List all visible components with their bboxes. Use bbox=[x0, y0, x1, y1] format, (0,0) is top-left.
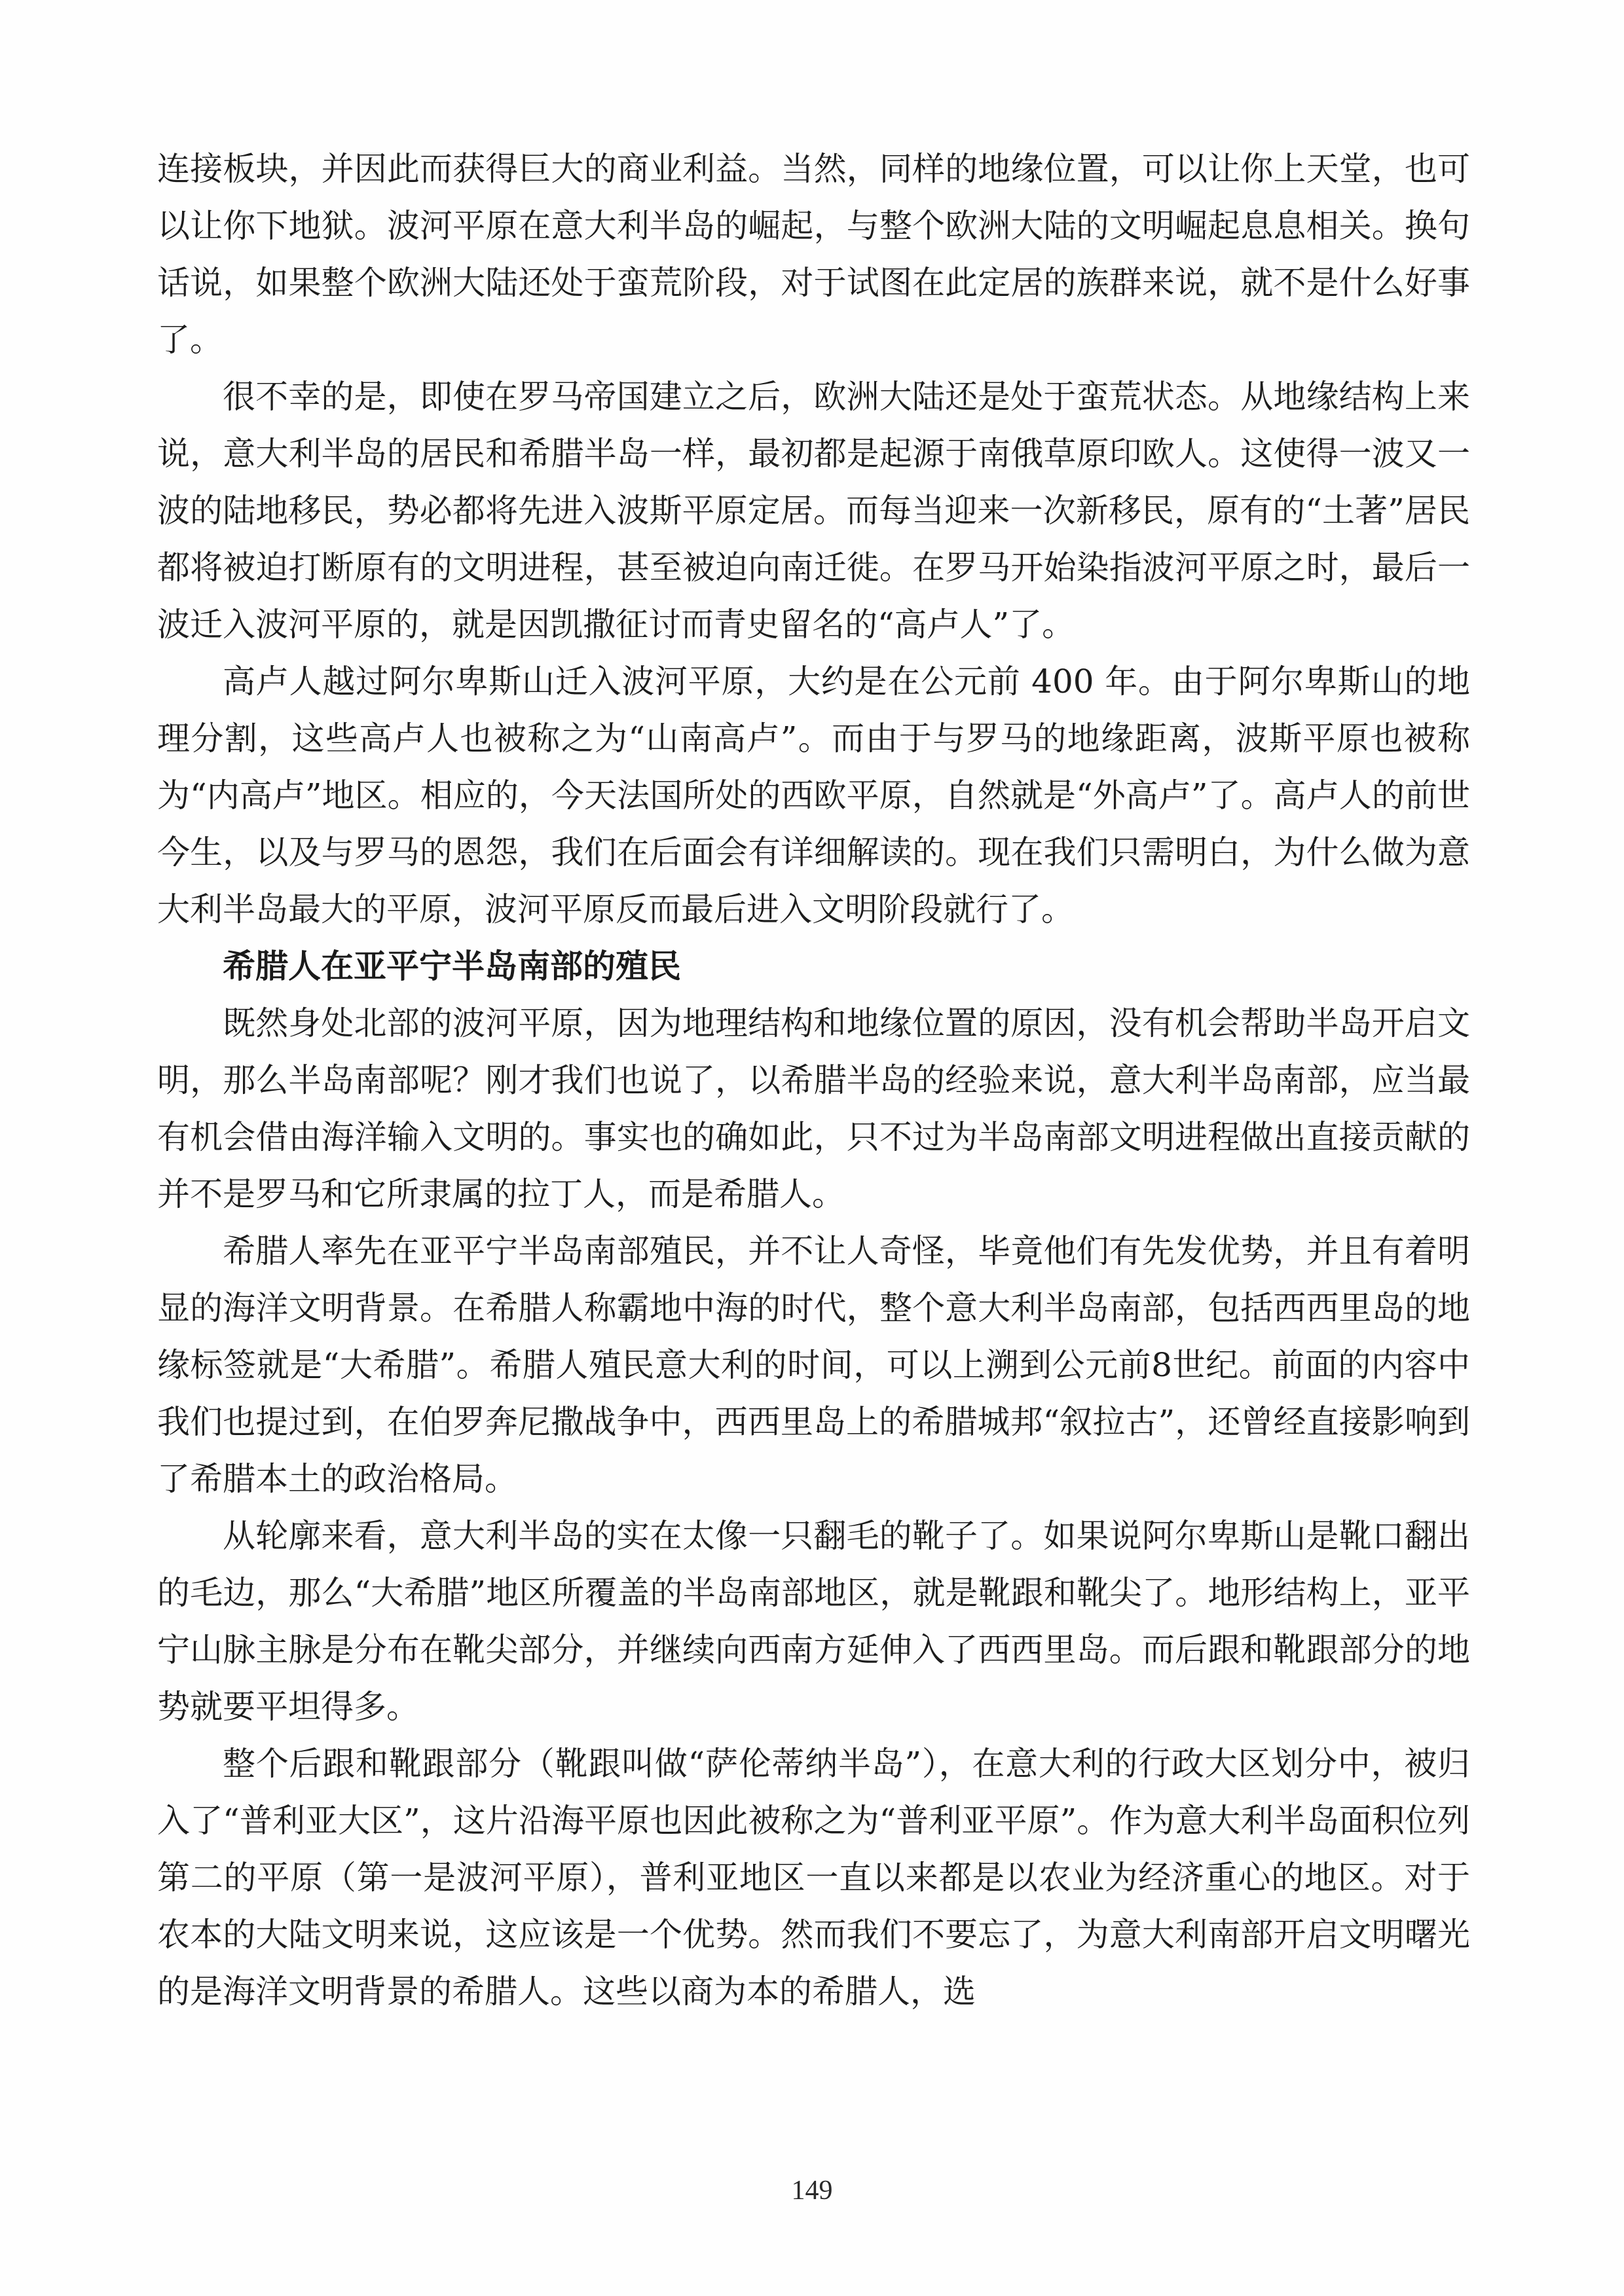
body-text bbox=[157, 141, 1470, 2020]
paragraph-4: 既然身处北部的波河平原，因为地理结构和地缘位置的原因，没有机会帮助半岛开启文明，那么半岛南部呢？刚才我们也说了，以希腊半岛的经验来说，意大利半岛南部，应当最有机会借由海洋输入文明的。事实也的确如此，只不过为半岛南部文明进程做出直接贡献的并不是罗马和它所隶属的拉丁人，而是希腊人。 bbox=[157, 1004, 1470, 1213]
page-number: 149 bbox=[791, 2176, 833, 2206]
paragraph-6: 从轮廓来看，意大利半岛的实在太像一只翻毛的靴子了。如果说阿尔卑斯山是靴口翻出的毛边，那么“大希腊”地区所覆盖的半岛南部地区，就是靴跟和靴尖了。地形结构上，亚平宁山脉主脉是分布在靴尖部分，并继续向西南方延伸入了西西里岛。而后跟和靴跟部分的地势就要平坦得多。 bbox=[157, 1517, 1470, 1726]
section-heading: 希腊人在亚平宁半岛南部的殖民 bbox=[223, 947, 681, 985]
paragraph-3: 高卢人越过阿尔卑斯山迁入波河平原，大约是在公元前 400 年。由于阿尔卑斯山的地理分割，这些高卢人也被称之为“山南高卢”。而由于与罗马的地缘距离，波斯平原也被称为“内高卢”地区。相应的，今天法国所处的西欧平原，自然就是“外高卢”了。高卢人的前世今生，以及与罗马的恩怨，我们在后面会有详细解读的。现在我们只需明白，为什么做为意大利半岛最大的平原，波河平原反而最后进入文明阶段就行了。 bbox=[157, 663, 1470, 928]
paragraph-7: 整个后跟和靴跟部分（靴跟叫做“萨伦蒂纳半岛”），在意大利的行政大区划分中，被归入了“普利亚大区”，这片沿海平原也因此被称之为“普利亚平原”。作为意大利半岛面积位列第二的平原（第一是波河平原），普利亚地区一直以来都是以农业为经济重心的地区。对于农本的大陆文明来说，这应该是一个优势。然而我们不要忘了，为意大利南部开启文明曙光的是海洋文明背景的希腊人。这些以商为本的希腊人，选 bbox=[157, 1745, 1470, 2011]
paragraph-1: 连接板块，并因此而获得巨大的商业利益。当然，同样的地缘位置，可以让你上天堂，也可以让你下地狱。波河平原在意大利半岛的崛起，与整个欧洲大陆的文明崛起息息相关。换句话说，如果整个欧洲大陆还处于蛮荒阶段，对于试图在此定居的族群来说，就不是什么好事了。 bbox=[157, 150, 1470, 359]
paragraph-5: 希腊人率先在亚平宁半岛南部殖民，并不让人奇怪，毕竟他们有先发优势，并且有着明显的海洋文明背景。在希腊人称霸地中海的时代，整个意大利半岛南部，包括西西里岛的地缘标签就是“大希腊”。希腊人殖民意大利的时间，可以上溯到公元前8世纪。前面的内容中我们也提过到，在伯罗奔尼撒战争中，西西里岛上的希腊城邦“叙拉古”，还曾经直接影响到了希腊本土的政治格局。 bbox=[157, 1232, 1470, 1498]
paragraph-2: 很不幸的是，即使在罗马帝国建立之后，欧洲大陆还是处于蛮荒状态。从地缘结构上来说，意大利半岛的居民和希腊半岛一样，最初都是起源于南俄草原印欧人。这使得一波又一波的陆地移民，势必都将先进入波斯平原定居。而每当迎来一次新移民，原有的“土著”居民都将被迫打断原有的文明进程，甚至被迫向南迁徙。在罗马开始染指波河平原之时，最后一波迁入波河平原的，就是因凯撒征讨而青史留名的“高卢人”了。 bbox=[157, 378, 1470, 644]
